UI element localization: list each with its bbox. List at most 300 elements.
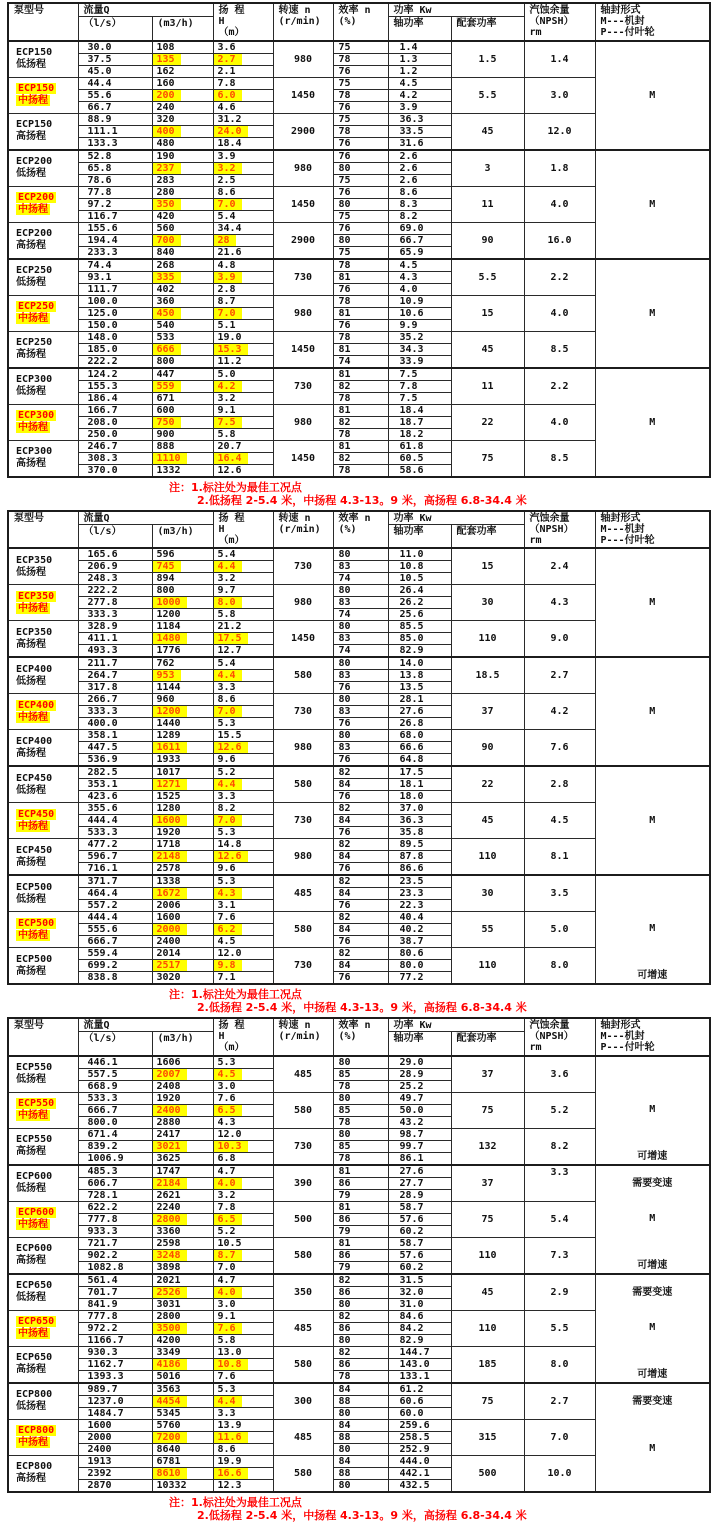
cell-flow-ls [78, 210, 152, 222]
cell-flow-ls [78, 1467, 152, 1479]
cell-head-value: 12.0 [217, 1128, 242, 1140]
pump-model-variant [9, 639, 78, 651]
pump-model-name-text: ECP550 [16, 1062, 53, 1073]
cell-shaft-power-value: 86.1 [399, 1152, 424, 1164]
cell-head [213, 137, 273, 150]
cell-flow-m3h [152, 1322, 213, 1334]
cell-flow-ls-value: 97.2 [87, 198, 112, 210]
col-header-efficiency-line: 效率 n [338, 5, 371, 16]
cell-head-value: 19.9 [217, 1455, 242, 1467]
cell-head [213, 89, 273, 101]
cell-shaft-power [388, 815, 451, 827]
cell-flow-ls [78, 1249, 152, 1261]
cell-npsh: 2.2 [524, 259, 595, 296]
cell-flow-m3h [152, 609, 213, 621]
cell-shaft-power [388, 851, 451, 863]
cell-match-power: 185 [451, 1346, 524, 1383]
cell-efficiency [333, 1165, 388, 1178]
pump-model-name [9, 1098, 78, 1110]
cell-flow-m3h [152, 791, 213, 803]
cell-head [213, 972, 273, 985]
cell-flow-m3h-value: 888 [156, 440, 175, 452]
cell-efficiency [333, 1286, 388, 1298]
cell-shaft-power [388, 198, 451, 210]
cell-flow-ls [78, 1431, 152, 1443]
cell-efficiency [333, 1201, 388, 1213]
pump-model-name-text: ECP350 [16, 554, 53, 566]
cell-efficiency [333, 41, 388, 54]
cell-npsh: 7.6 [524, 730, 595, 767]
cell-efficiency-value: 84 [338, 1383, 351, 1395]
cell-flow-m3h [152, 355, 213, 368]
cell-shaft-power [388, 730, 451, 742]
pump-model-variant-text: 低扬程 [16, 784, 46, 796]
col-header-npsh-line: （NPSH） [529, 1031, 574, 1042]
cell-flow-m3h [152, 657, 213, 670]
cell-head [213, 1370, 273, 1383]
cell-flow-ls-value: 699.2 [87, 960, 118, 971]
pump-model-name [9, 374, 78, 386]
cell-npsh: 8.0 [524, 1346, 595, 1383]
cell-efficiency-value: 76 [338, 827, 351, 838]
col-header-seal-type-line: 轴封形式 [600, 512, 641, 524]
seal-slot-text: M [649, 89, 656, 101]
cell-flow-m3h-value: 4186 [153, 1359, 187, 1370]
col-header-speed-line: 转速 n [278, 1020, 311, 1031]
cell-flow-ls-value: 972.2 [87, 1322, 118, 1334]
cell-match-power: 5.5 [451, 259, 524, 296]
pump-model-variant [9, 204, 78, 216]
cell-head [213, 307, 273, 319]
cell-efficiency-value: 82 [338, 1310, 351, 1322]
cell-flow-m3h-value: 1440 [156, 718, 181, 729]
cell-efficiency [333, 1080, 388, 1092]
cell-shaft-power [388, 440, 451, 452]
cell-match-power: 110 [451, 1310, 524, 1346]
col-header-flow-ls-line: （l/s） [83, 525, 122, 537]
cell-head [213, 198, 273, 210]
pump-model-name-text: ECP500 [16, 953, 53, 965]
cell-head [213, 1080, 273, 1092]
cell-shaft-power [388, 960, 451, 972]
cell-shaft-power-value: 144.7 [399, 1346, 430, 1358]
cell-shaft-power-value: 68.0 [399, 730, 424, 741]
cell-flow-ls [78, 1310, 152, 1322]
cell-flow-m3h [152, 1261, 213, 1274]
cell-flow-m3h-value: 1184 [156, 621, 181, 632]
pump-model-name [9, 1461, 78, 1473]
cell-seal-type [595, 548, 710, 657]
seal-slot-text: M [649, 416, 656, 428]
cell-flow-m3h-value: 3500 [153, 1323, 187, 1334]
cell-flow-ls [78, 1092, 152, 1104]
cell-flow-m3h [152, 89, 213, 101]
cell-flow-m3h-value: 533 [156, 331, 175, 343]
cell-efficiency-value: 82 [338, 876, 351, 887]
cell-flow-ls-value: 52.8 [87, 150, 112, 162]
cell-head-value: 28 [214, 235, 236, 246]
col-header-speed-line: (r/min) [278, 16, 321, 27]
cell-pump-model [8, 186, 78, 222]
seal-slot-text: 可增速 [637, 1259, 668, 1271]
cell-head [213, 1237, 273, 1249]
cell-flow-m3h-value: 2000 [153, 924, 187, 935]
pump-model-variant [9, 676, 78, 688]
col-header-flow [78, 1018, 213, 1032]
cell-flow-m3h-value: 1611 [153, 742, 187, 753]
pump-model-variant-text: 低扬程 [16, 168, 46, 179]
col-header-flow-ls [78, 1032, 152, 1056]
cell-head-value: 7.0 [214, 199, 242, 210]
table-row [8, 368, 710, 381]
cell-shaft-power-value: 60.6 [399, 1395, 424, 1407]
cell-efficiency [333, 645, 388, 658]
cell-flow-m3h [152, 875, 213, 888]
cell-speed: 730 [273, 1128, 333, 1165]
cell-npsh: 3.0 [524, 77, 595, 113]
cell-flow-ls [78, 368, 152, 381]
cell-efficiency-value: 81 [338, 343, 351, 355]
cell-flow-ls-value: 371.7 [87, 876, 118, 887]
cell-flow-m3h [152, 694, 213, 706]
cell-head-value: 24.0 [214, 126, 248, 137]
cell-efficiency-value: 76 [338, 101, 351, 113]
cell-head-value: 6.2 [214, 924, 242, 935]
cell-shaft-power-value: 18.1 [399, 779, 424, 790]
cell-head-value: 9.1 [217, 1310, 236, 1322]
cell-npsh: 7.0 [524, 1419, 595, 1455]
cell-efficiency [333, 65, 388, 77]
cell-shaft-power-value: 57.6 [399, 1249, 424, 1261]
cell-flow-m3h-value: 953 [153, 670, 181, 681]
cell-npsh: 5.0 [524, 912, 595, 948]
cell-head-value: 12.6 [214, 851, 248, 862]
cell-shaft-power [388, 1092, 451, 1104]
table-row [8, 150, 710, 163]
cell-flow-m3h [152, 53, 213, 65]
cell-speed: 980 [273, 150, 333, 187]
cell-head-value: 3.1 [217, 900, 236, 911]
cell-flow-ls-value: 2000 [87, 1431, 112, 1443]
cell-head-value: 8.6 [217, 1443, 236, 1455]
cell-efficiency [333, 113, 388, 125]
cell-npsh: 1.4 [524, 41, 595, 78]
cell-flow-ls [78, 246, 152, 259]
cell-shaft-power [388, 428, 451, 440]
col-header-efficiency-line: 效率 n [338, 512, 371, 524]
cell-head-value: 5.0 [217, 368, 236, 380]
cell-flow-m3h [152, 1249, 213, 1261]
cell-head [213, 924, 273, 936]
cell-flow-m3h-value: 3248 [153, 1250, 187, 1261]
cell-pump-model [8, 113, 78, 150]
col-header-power [388, 3, 524, 17]
cell-flow-m3h-value: 5016 [156, 1370, 181, 1382]
col-header-flow-m3h-line: (m3/h) [157, 1033, 194, 1044]
cell-efficiency [333, 404, 388, 416]
cell-head [213, 1286, 273, 1298]
cell-flow-ls [78, 162, 152, 174]
cell-shaft-power-value: 432.5 [399, 1479, 430, 1491]
header-row-top [8, 3, 710, 17]
pump-model-variant-text: 低扬程 [16, 566, 46, 578]
cell-shaft-power-value: 7.5 [399, 368, 418, 380]
cell-shaft-power [388, 380, 451, 392]
cell-efficiency [333, 875, 388, 888]
cell-npsh: 2.8 [524, 766, 595, 803]
cell-flow-m3h [152, 283, 213, 295]
cell-flow-ls [78, 150, 152, 163]
cell-flow-m3h [152, 633, 213, 645]
cell-flow-ls-value: 1484.7 [87, 1407, 124, 1419]
cell-efficiency-value: 80 [338, 549, 351, 560]
cell-flow-ls [78, 657, 152, 670]
cell-flow-ls-value: 444.4 [87, 815, 118, 826]
cell-npsh: 8.2 [524, 1128, 595, 1165]
cell-pump-model [8, 1056, 78, 1093]
cell-flow-m3h-value: 1920 [156, 827, 181, 838]
cell-flow-m3h [152, 1419, 213, 1431]
cell-head [213, 331, 273, 343]
cell-match-power: 500 [451, 1455, 524, 1492]
cell-flow-ls-value: 37.5 [87, 53, 112, 65]
cell-shaft-power [388, 1104, 451, 1116]
pump-model-name-text: ECP650 [16, 1352, 53, 1363]
cell-pump-model [8, 694, 78, 730]
cell-flow-ls [78, 186, 152, 198]
cell-efficiency [333, 815, 388, 827]
cell-shaft-power-value: 58.6 [399, 464, 424, 476]
cell-efficiency-value: 83 [338, 597, 351, 608]
table-row [8, 657, 710, 670]
pump-model-variant-text: 高扬程 [16, 240, 46, 251]
cell-shaft-power-value: 2.6 [399, 174, 418, 186]
col-header-seal-type-line: P---付叶轮 [600, 1042, 655, 1053]
seal-slot-text: M [649, 597, 656, 608]
pump-model-name [9, 410, 78, 422]
cell-npsh: 8.0 [524, 948, 595, 985]
cell-efficiency [333, 331, 388, 343]
cell-shaft-power [388, 1213, 451, 1225]
cell-speed: 580 [273, 1092, 333, 1128]
pump-model-name [9, 918, 78, 930]
pump-model-variant-text: 低扬程 [16, 386, 46, 397]
cell-efficiency-value: 76 [338, 936, 351, 947]
cell-head [213, 295, 273, 307]
cell-flow-ls [78, 730, 152, 742]
cell-flow-ls-value: 328.9 [87, 621, 118, 632]
cell-efficiency-value: 78 [338, 1080, 351, 1092]
cell-efficiency [333, 1310, 388, 1322]
cell-efficiency-value: 78 [338, 295, 351, 307]
cell-efficiency [333, 1322, 388, 1334]
cell-match-power: 37 [451, 694, 524, 730]
pump-model-name [9, 119, 78, 131]
cell-shaft-power-value: 22.3 [399, 900, 424, 911]
cell-shaft-power-value: 13.8 [399, 670, 424, 681]
cell-head-value: 8.7 [214, 1250, 242, 1261]
cell-flow-ls-value: 536.9 [87, 754, 118, 765]
cell-shaft-power [388, 754, 451, 767]
cell-match-power: 22 [451, 766, 524, 803]
col-header-power-line: 功率 Kw [393, 512, 432, 524]
cell-flow-ls-value: 701.7 [87, 1286, 118, 1298]
cell-shaft-power [388, 89, 451, 101]
cell-shaft-power-value: 61.8 [399, 440, 424, 452]
cell-flow-ls [78, 960, 152, 972]
cell-flow-ls [78, 1104, 152, 1116]
cell-pump-model [8, 1237, 78, 1274]
cell-npsh: 2.4 [524, 548, 595, 585]
pump-model-name-text: ECP600 [18, 1207, 55, 1218]
cell-flow-ls-value: 222.2 [87, 585, 118, 596]
cell-flow-ls-value: 194.4 [87, 234, 118, 246]
cell-efficiency-value: 82 [338, 452, 351, 464]
cell-flow-ls [78, 972, 152, 985]
cell-efficiency [333, 283, 388, 295]
cell-match-power: 75 [451, 440, 524, 477]
cell-seal-type [595, 368, 710, 477]
cell-flow-m3h [152, 1286, 213, 1298]
cell-head-value: 5.2 [217, 767, 236, 778]
cell-speed: 580 [273, 766, 333, 803]
cell-efficiency-value: 88 [338, 1431, 351, 1443]
cell-head [213, 657, 273, 670]
cell-shaft-power-value: 89.5 [399, 839, 424, 850]
cell-efficiency-value: 76 [338, 791, 351, 802]
cell-flow-ls-value: 622.2 [87, 1201, 118, 1213]
cell-head-value: 16.6 [214, 1468, 248, 1479]
cell-flow-ls-value: 266.7 [87, 694, 118, 705]
col-header-flow-ls-line: （l/s） [83, 1033, 122, 1044]
cell-pump-model [8, 1346, 78, 1383]
cell-efficiency-value: 80 [338, 1407, 351, 1419]
cell-head [213, 404, 273, 416]
cell-flow-m3h [152, 101, 213, 113]
cell-pump-model [8, 404, 78, 440]
cell-efficiency [333, 343, 388, 355]
cell-flow-ls-value: 1237.0 [87, 1395, 124, 1407]
cell-head-value: 7.0 [217, 1261, 236, 1273]
seal-box [596, 658, 710, 765]
pump-model-name-text: ECP150 [16, 47, 53, 58]
cell-pump-model [8, 730, 78, 767]
cell-head [213, 839, 273, 851]
cell-head [213, 1322, 273, 1334]
cell-head [213, 162, 273, 174]
pump-model-name-text: ECP650 [18, 1316, 55, 1327]
cell-efficiency [333, 1152, 388, 1165]
cell-flow-m3h [152, 936, 213, 948]
cell-shaft-power-value: 9.9 [399, 319, 418, 331]
cell-flow-ls-value: 555.6 [87, 924, 118, 935]
table-row [8, 1383, 710, 1396]
cell-flow-m3h-value: 2014 [156, 948, 181, 959]
cell-efficiency [333, 1213, 388, 1225]
cell-flow-m3h [152, 186, 213, 198]
cell-flow-ls [78, 742, 152, 754]
cell-flow-m3h-value: 108 [156, 41, 175, 53]
pump-model-name-text: ECP250 [16, 265, 53, 276]
cell-flow-m3h-value: 190 [156, 150, 175, 162]
cell-head [213, 1104, 273, 1116]
pump-model-variant [9, 168, 78, 180]
cell-efficiency [333, 597, 388, 609]
cell-head [213, 1249, 273, 1261]
seal-slot-text: 可增速 [637, 970, 668, 981]
cell-flow-m3h-value: 3349 [156, 1346, 181, 1358]
cell-speed: 580 [273, 657, 333, 694]
cell-efficiency-value: 83 [338, 706, 351, 717]
cell-head [213, 283, 273, 295]
cell-flow-m3h-value: 283 [156, 174, 175, 186]
cell-efficiency-value: 80 [338, 1334, 351, 1346]
seal-slot-text: 需要变速 [632, 1177, 673, 1189]
cell-head-value: 18.4 [217, 137, 242, 149]
cell-head-value: 5.3 [217, 1056, 236, 1068]
cell-head [213, 1213, 273, 1225]
cell-flow-m3h-value: 2517 [153, 960, 187, 971]
cell-efficiency-value: 79 [338, 1261, 351, 1273]
cell-shaft-power-value: 26.4 [399, 585, 424, 596]
cell-flow-ls [78, 464, 152, 477]
cell-flow-m3h-value: 1920 [156, 1092, 181, 1104]
cell-flow-m3h-value: 540 [156, 319, 175, 331]
col-header-efficiency [333, 511, 388, 549]
cell-head [213, 234, 273, 246]
col-header-head-line: （m） [218, 27, 245, 38]
cell-flow-m3h [152, 573, 213, 585]
cell-flow-ls [78, 597, 152, 609]
pump-model-variant [9, 1364, 78, 1376]
cell-shaft-power-value: 36.3 [399, 815, 424, 826]
cell-shaft-power-value: 1.2 [399, 65, 418, 77]
cell-efficiency [333, 900, 388, 912]
cell-flow-ls-value: 596.7 [87, 851, 118, 862]
pump-model-variant-text: 高扬程 [16, 458, 46, 469]
seal-box [596, 1275, 710, 1382]
cell-efficiency-value: 84 [338, 779, 351, 790]
cell-speed: 485 [273, 1419, 333, 1455]
cell-shaft-power-value: 65.9 [399, 246, 424, 258]
cell-efficiency-value: 80 [338, 198, 351, 210]
col-header-head [213, 1018, 273, 1056]
cell-shaft-power-value: 84.2 [399, 1322, 424, 1334]
cell-head [213, 53, 273, 65]
cell-shaft-power [388, 1225, 451, 1237]
cell-pump-model [8, 875, 78, 912]
cell-flow-ls-value: 477.2 [87, 839, 118, 850]
pump-model-name-text: ECP400 [16, 663, 53, 675]
cell-shaft-power-value: 10.6 [399, 307, 424, 319]
cell-efficiency-value: 82 [338, 380, 351, 392]
col-header-seal-type-line: 轴封形式 [600, 1020, 641, 1031]
cell-npsh: 4.0 [524, 404, 595, 440]
cell-npsh: 8.5 [524, 440, 595, 477]
cell-head [213, 1358, 273, 1370]
col-header-match-power-line: 配套功率 [456, 18, 497, 29]
cell-pump-model [8, 1383, 78, 1420]
cell-efficiency [333, 150, 388, 163]
cell-efficiency [333, 380, 388, 392]
cell-flow-ls [78, 65, 152, 77]
cell-head [213, 803, 273, 815]
cell-head-value: 9.1 [217, 404, 236, 416]
cell-shaft-power [388, 41, 451, 54]
cell-flow-ls [78, 791, 152, 803]
cell-flow-ls [78, 113, 152, 125]
cell-shaft-power-value: 82.9 [399, 1334, 424, 1346]
